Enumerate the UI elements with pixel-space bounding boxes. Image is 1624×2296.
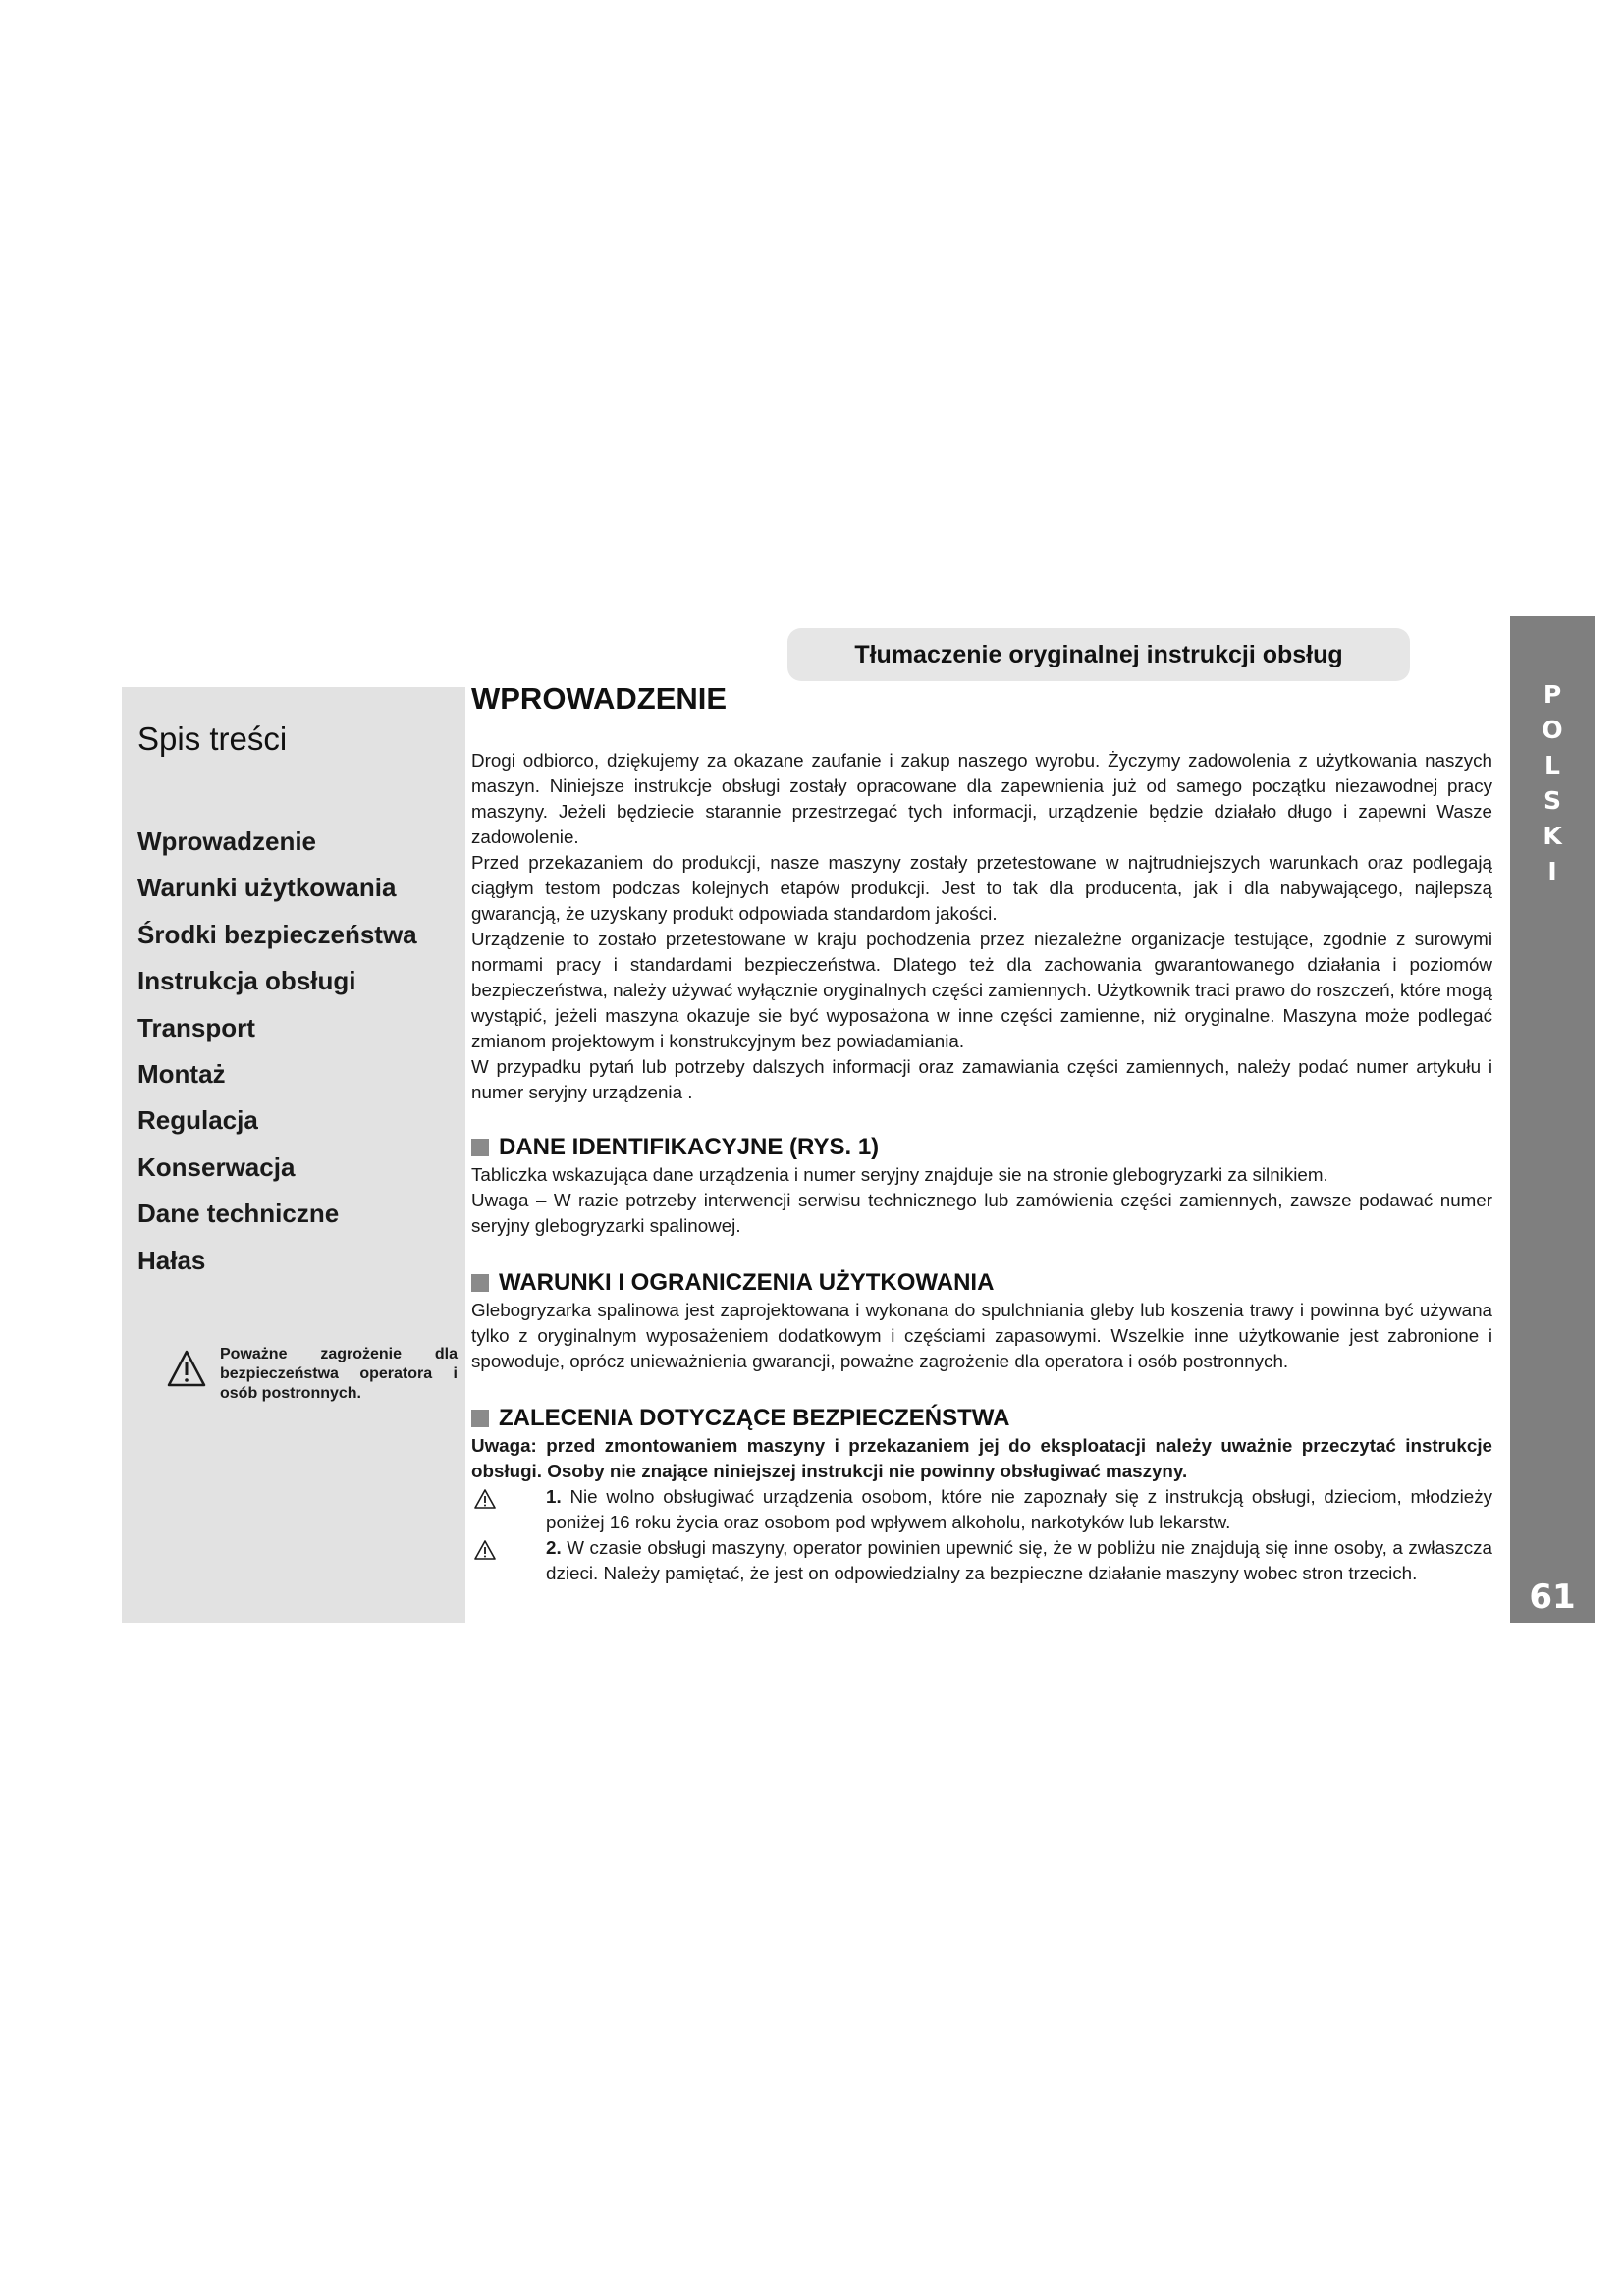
toc-item-konserwacja[interactable]: Konserwacja [137,1151,296,1182]
language-letter: L [1544,751,1560,779]
toc-item-transport[interactable]: Transport [137,1012,255,1042]
toc-item-srodki[interactable]: Środki bezpieczeństwa [137,919,417,949]
safety-warning: Uwaga: przed zmontowaniem maszyny i przekazaniem jej do eksploatacji należy uważnie przeczytać instrukcje obsługi. Osoby nie znające niniejszej instrukcji nie powinny obsługiwać maszyny. [471,1435,1492,1481]
toc-list [137,819,417,1284]
safety-item-number: 2. [546,1537,562,1558]
warning-triangle-icon [473,1539,497,1561]
square-bullet-icon [471,1274,489,1292]
language-tab [1510,616,1595,1623]
warning-triangle-icon [167,1349,206,1388]
section-title: DANE IDENTIFIKACYJNE (RYS. 1) [499,1134,880,1160]
section-heading [471,1268,1492,1298]
safety-item-text [546,1484,1492,1535]
language-letter: I [1547,857,1557,885]
warning-legend [167,1345,458,1404]
document-header [787,628,1410,681]
page-number: 61 [1529,1577,1576,1617]
language-label [1510,677,1595,889]
safety-item-text [546,1535,1492,1586]
section-paragraph: Tabliczka wskazująca dane urządzenia i numer seryjny znajduje sie na stronie glebogryzarki za silnikiem. [471,1164,1328,1185]
section-title: ZALECENIA DOTYCZĄCE BEZPIECZEŃSTWA [499,1405,1010,1431]
square-bullet-icon [471,1139,489,1156]
square-bullet-icon [471,1410,489,1427]
section-paragraph: Uwaga – W razie potrzeby interwencji serwisu technicznego lub zamówienia części zamiennych, zawsze podawać numer seryjny glebogryzarki spalinowej. [471,1190,1492,1236]
toc-item-regulacja[interactable]: Regulacja [137,1105,258,1136]
safety-item [471,1535,1492,1586]
language-letter: P [1543,680,1562,709]
intro-paragraph: Drogi odbiorco, dziękujemy za okazane zaufanie i zakup naszego wyrobu. Życzymy zadowolenia z użytkowania naszych maszyn. Niniejsze instrukcje obsługi zostały opracowane dla zapewnienia już od samego początku niezawodnej pracy maszyny. Jeżeli będziecie starannie przestrzegać tych informacji, urządzenie będzie działało długo i zapewni Wasze zadowolenie. [471,750,1492,847]
warning-triangle-icon [473,1488,497,1510]
intro-paragraph: Przed przekazaniem do produkcji, nasze maszyny zostały przetestowane w najtrudniejszych warunkach oraz podlegają ciągłym testom podczas kolejnych etapów produkcji. Jest to tak dla producenta, jak i dla nabywającego, najlepszą gwarancją, że uzyskany produkt odpowiada standardom jakości. [471,852,1492,924]
safety-item-body: Nie wolno obsługiwać urządzenia osobom, które nie zapoznały się z instrukcją obsługi, dzieciom, młodzieży poniżej 16 roku życia oraz osobom pod wpływem alkoholu, narkotyków lub lekarstw. [546,1486,1493,1532]
header-title: Tłumaczenie oryginalnej instrukcji obsług [854,640,1343,668]
language-letter: O [1542,716,1563,744]
section-heading [471,1133,1492,1162]
section-identification [471,1133,1492,1239]
intro-paragraph: Urządzenie to zostało przetestowane w kraju pochodzenia przez niezależne organizacje testujące, zgodnie z surowymi normami pracy i standardami bezpieczeństwa. Dlatego też dla zachowania gwarantowanego działania i poziomów bezpieczeństwa, należy używać wyłącznie oryginalnych części zamiennych. Użytkownik traci prawo do roszczeń, które mogą wystąpić, jeżeli maszyna okazuje sie być wyposażona w inne części zamienne, niż oryginalne. Maszyna może podlegać zmianom projektowym i konstrukcyjnym bez powiadamiania. [471,929,1492,1051]
section-safety [471,1404,1492,1586]
toc-title: Spis treści [137,721,288,757]
section-usage-conditions [471,1268,1492,1374]
toc-item-instrukcja[interactable]: Instrukcja obsługi [137,966,356,996]
safety-item [471,1484,1492,1535]
section-title: WARUNKI I OGRANICZENIA UŻYTKOWANIA [499,1269,995,1296]
language-letter: K [1543,822,1562,850]
intro-block [471,748,1492,1105]
main-content [471,675,1492,1586]
toc-item-warunki[interactable]: Warunki użytkowania [137,873,397,903]
toc-item-montaz[interactable]: Montaż [137,1058,226,1089]
intro-paragraph: W przypadku pytań lub potrzeby dalszych informacji oraz zamawiania części zamiennych, należy podać numer artykułu i numer seryjny urządzenia . [471,1056,1492,1102]
safety-item-number: 1. [546,1486,562,1507]
warning-legend-text: Poważne zagrożenie dla bezpieczeństwa operatora i osób postronnych. [220,1346,458,1402]
section-heading [471,1404,1492,1433]
table-of-contents [122,687,465,1623]
page-title: WPROWADZENIE [471,681,728,716]
toc-item-halas[interactable]: Hałas [137,1245,206,1275]
toc-item-dane[interactable]: Dane techniczne [137,1199,340,1229]
section-paragraph: Glebogryzarka spalinowa jest zaprojektowana i wykonana do spulchniania gleby lub koszenia trawy i powinna być używana tylko z oryginalnym wyposażeniem dodatkowym i częściami zapasowymi. Wszelkie inne użytkowanie jest zabronione i spowoduje, oprócz unieważnienia gwarancji, poważne zagrożenie dla operatora i osób postronnych. [471,1300,1492,1371]
toc-item-wprowadzenie[interactable]: Wprowadzenie [137,827,317,856]
language-letter: S [1543,786,1561,815]
safety-item-body: W czasie obsługi maszyny, operator powinien upewnić się, że w pobliżu nie znajdują się inne osoby, a zwłaszcza dzieci. Należy pamiętać, że jest on odpowiedzialny za bezpieczne działanie maszyny wobec stron trzecich. [546,1537,1492,1583]
